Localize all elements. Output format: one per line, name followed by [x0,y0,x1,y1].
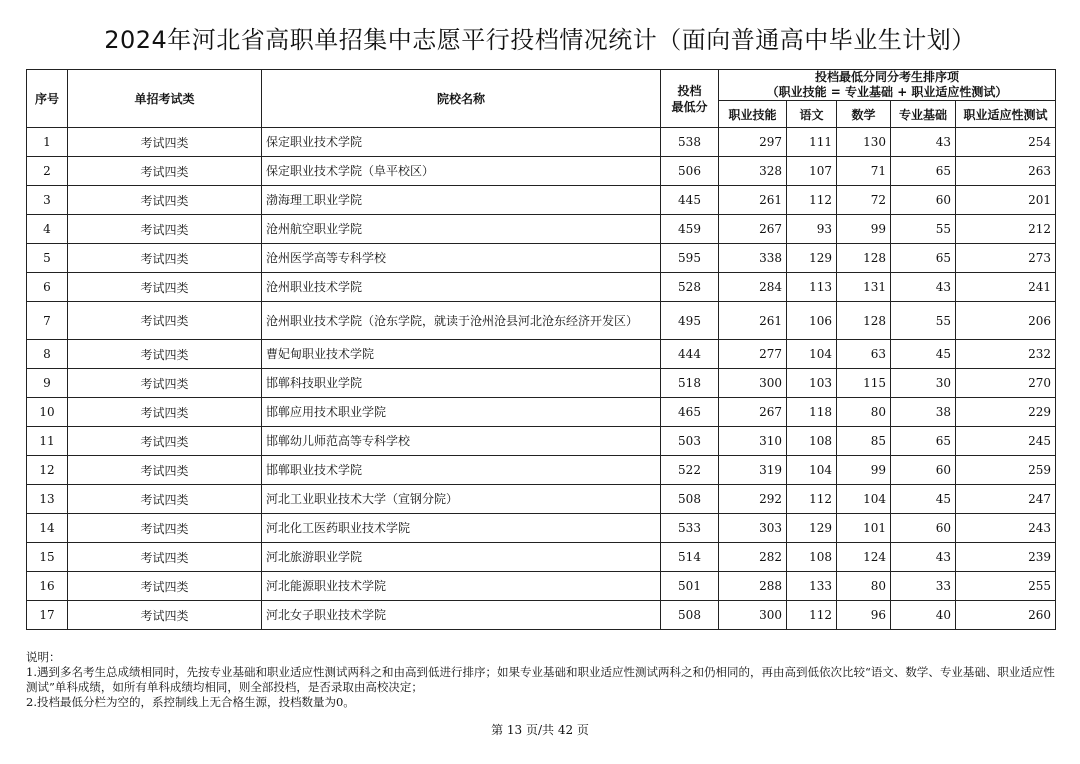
cell-aptitude: 260 [956,601,1056,630]
cell-aptitude: 239 [956,543,1056,572]
cell-category: 考试四类 [68,215,262,244]
cell-math: 131 [837,273,891,302]
cell-basic: 45 [891,485,956,514]
cell-skill: 267 [719,398,787,427]
cell-school: 河北能源职业技术学院 [262,572,661,601]
cell-school: 保定职业技术学院 [262,128,661,157]
cell-aptitude: 254 [956,128,1056,157]
cell-index: 9 [27,369,68,398]
cell-min-score: 495 [661,302,719,340]
cell-chinese: 104 [787,340,837,369]
cell-min-score: 528 [661,273,719,302]
table-row [27,244,1056,273]
table-row [27,128,1056,157]
cell-min-score: 465 [661,398,719,427]
cell-min-score: 508 [661,601,719,630]
page-footer: 第 13 页/共 42 页 [491,723,589,737]
header-aptitude: 职业适应性测试 [956,101,1056,128]
header-school: 院校名称 [262,70,661,128]
cell-category: 考试四类 [68,514,262,543]
cell-aptitude: 270 [956,369,1056,398]
cell-chinese: 112 [787,485,837,514]
cell-aptitude: 247 [956,485,1056,514]
header-rank-group-formula: （职业技能 = 专业基础 + 职业适应性测试） [766,85,1008,99]
table-row [27,601,1056,630]
cell-school: 邯郸应用技术职业学院 [262,398,661,427]
cell-category: 考试四类 [68,601,262,630]
cell-chinese: 112 [787,186,837,215]
cell-category: 考试四类 [68,456,262,485]
cell-school: 沧州职业技术学院（沧东学院，就读于沧州沧县河北沧东经济开发区） [262,302,661,340]
cell-category: 考试四类 [68,128,262,157]
cell-min-score: 508 [661,485,719,514]
cell-category: 考试四类 [68,157,262,186]
cell-skill: 282 [719,543,787,572]
cell-basic: 33 [891,572,956,601]
cell-basic: 65 [891,244,956,273]
cell-basic: 55 [891,302,956,340]
cell-index: 14 [27,514,68,543]
cell-aptitude: 263 [956,157,1056,186]
cell-math: 115 [837,369,891,398]
cell-skill: 261 [719,302,787,340]
cell-basic: 43 [891,128,956,157]
cell-skill: 261 [719,186,787,215]
cell-index: 16 [27,572,68,601]
table-row [27,186,1056,215]
cell-skill: 300 [719,601,787,630]
table-row [27,427,1056,456]
cell-index: 17 [27,601,68,630]
cell-school: 河北化工医药职业技术学院 [262,514,661,543]
table-row [27,215,1056,244]
cell-index: 1 [27,128,68,157]
cell-chinese: 93 [787,215,837,244]
cell-aptitude: 259 [956,456,1056,485]
cell-math: 85 [837,427,891,456]
table-row [27,273,1056,302]
cell-category: 考试四类 [68,186,262,215]
cell-index: 2 [27,157,68,186]
notes [26,650,1056,710]
cell-category: 考试四类 [68,485,262,514]
cell-index: 8 [27,340,68,369]
cell-school: 河北旅游职业学院 [262,543,661,572]
header-chinese: 语文 [787,101,837,128]
cell-chinese: 103 [787,369,837,398]
cell-min-score: 514 [661,543,719,572]
cell-math: 71 [837,157,891,186]
cell-math: 104 [837,485,891,514]
cell-school: 沧州医学高等专科学校 [262,244,661,273]
cell-aptitude: 243 [956,514,1056,543]
table-row [27,398,1056,427]
table-row [27,340,1056,369]
header-category: 单招考试类 [68,70,262,128]
cell-index: 12 [27,456,68,485]
cell-category: 考试四类 [68,302,262,340]
cell-min-score: 445 [661,186,719,215]
cell-school: 邯郸幼儿师范高等专科学校 [262,427,661,456]
cell-math: 80 [837,572,891,601]
cell-chinese: 133 [787,572,837,601]
header-skill: 职业技能 [719,101,787,128]
cell-index: 13 [27,485,68,514]
cell-aptitude: 273 [956,244,1056,273]
cell-chinese: 113 [787,273,837,302]
cell-chinese: 111 [787,128,837,157]
cell-basic: 55 [891,215,956,244]
cell-skill: 338 [719,244,787,273]
cell-chinese: 129 [787,514,837,543]
table-row [27,572,1056,601]
table-row [27,302,1056,340]
cell-basic: 45 [891,340,956,369]
cell-math: 130 [837,128,891,157]
cell-school: 河北女子职业技术学院 [262,601,661,630]
cell-basic: 65 [891,157,956,186]
cell-skill: 297 [719,128,787,157]
cell-math: 99 [837,456,891,485]
table-row [27,514,1056,543]
cell-math: 96 [837,601,891,630]
cell-aptitude: 255 [956,572,1056,601]
cell-index: 15 [27,543,68,572]
admission-table [26,69,1056,630]
cell-aptitude: 229 [956,398,1056,427]
cell-aptitude: 201 [956,186,1056,215]
cell-min-score: 501 [661,572,719,601]
cell-basic: 60 [891,514,956,543]
header-math: 数学 [837,101,891,128]
cell-min-score: 459 [661,215,719,244]
cell-basic: 40 [891,601,956,630]
cell-index: 3 [27,186,68,215]
cell-index: 4 [27,215,68,244]
cell-chinese: 118 [787,398,837,427]
cell-category: 考试四类 [68,244,262,273]
cell-min-score: 503 [661,427,719,456]
cell-index: 11 [27,427,68,456]
cell-chinese: 104 [787,456,837,485]
table-row [27,369,1056,398]
cell-school: 曹妃甸职业技术学院 [262,340,661,369]
cell-chinese: 107 [787,157,837,186]
cell-aptitude: 245 [956,427,1056,456]
table-row [27,485,1056,514]
cell-chinese: 129 [787,244,837,273]
cell-basic: 38 [891,398,956,427]
cell-math: 80 [837,398,891,427]
cell-min-score: 595 [661,244,719,273]
notes-heading: 说明： [26,650,61,664]
cell-skill: 300 [719,369,787,398]
cell-skill: 267 [719,215,787,244]
cell-skill: 328 [719,157,787,186]
notes-line-2: 2.投档最低分栏为空的，系控制线上无合格生源，投档数量为0。 [26,695,355,709]
cell-min-score: 518 [661,369,719,398]
cell-math: 101 [837,514,891,543]
table-row [27,157,1056,186]
cell-basic: 43 [891,273,956,302]
header-rank-group-title: 投档最低分同分考生排序项 [815,70,960,84]
table-row [27,456,1056,485]
notes-line-1: 1.遇到多名考生总成绩相同时，先按专业基础和职业适应性测试两科之和由高到低进行排序；如果专业基础和职业适应性测试两科之和仍相同的，再由高到低依次比较“语文、数学、专业基础、职业适应性测试”单科成绩，如所有单科成绩均相同，则全部投档，是否录取由高校决定； [26,665,1055,694]
cell-skill: 292 [719,485,787,514]
cell-school: 渤海理工职业学院 [262,186,661,215]
cell-min-score: 444 [661,340,719,369]
cell-basic: 30 [891,369,956,398]
cell-min-score: 538 [661,128,719,157]
cell-category: 考试四类 [68,340,262,369]
cell-math: 72 [837,186,891,215]
cell-min-score: 533 [661,514,719,543]
cell-aptitude: 241 [956,273,1056,302]
cell-category: 考试四类 [68,572,262,601]
table-row [27,543,1056,572]
cell-category: 考试四类 [68,543,262,572]
cell-index: 10 [27,398,68,427]
cell-school: 沧州职业技术学院 [262,273,661,302]
cell-chinese: 112 [787,601,837,630]
cell-math: 124 [837,543,891,572]
cell-skill: 284 [719,273,787,302]
cell-school: 邯郸科技职业学院 [262,369,661,398]
page-title: 2024年河北省高职单招集中志愿平行投档情况统计（面向普通高中毕业生计划） [104,26,976,54]
header-basic: 专业基础 [891,101,956,128]
cell-category: 考试四类 [68,369,262,398]
cell-math: 128 [837,244,891,273]
cell-index: 5 [27,244,68,273]
cell-math: 99 [837,215,891,244]
header-index: 序号 [27,70,68,128]
cell-skill: 319 [719,456,787,485]
cell-basic: 43 [891,543,956,572]
cell-aptitude: 212 [956,215,1056,244]
cell-chinese: 108 [787,543,837,572]
cell-aptitude: 232 [956,340,1056,369]
cell-chinese: 108 [787,427,837,456]
cell-math: 63 [837,340,891,369]
cell-basic: 65 [891,427,956,456]
header-rank-group [719,70,1056,101]
cell-math: 128 [837,302,891,340]
cell-school: 河北工业职业技术大学（宣钢分院） [262,485,661,514]
cell-skill: 303 [719,514,787,543]
cell-min-score: 506 [661,157,719,186]
cell-min-score: 522 [661,456,719,485]
cell-skill: 310 [719,427,787,456]
cell-category: 考试四类 [68,398,262,427]
cell-school: 保定职业技术学院（阜平校区） [262,157,661,186]
cell-index: 7 [27,302,68,340]
cell-category: 考试四类 [68,273,262,302]
cell-chinese: 106 [787,302,837,340]
cell-basic: 60 [891,186,956,215]
cell-school: 邯郸职业技术学院 [262,456,661,485]
cell-skill: 288 [719,572,787,601]
cell-school: 沧州航空职业学院 [262,215,661,244]
header-min-score: 投档 最低分 [661,70,719,128]
cell-aptitude: 206 [956,302,1056,340]
cell-skill: 277 [719,340,787,369]
cell-category: 考试四类 [68,427,262,456]
cell-basic: 60 [891,456,956,485]
cell-index: 6 [27,273,68,302]
